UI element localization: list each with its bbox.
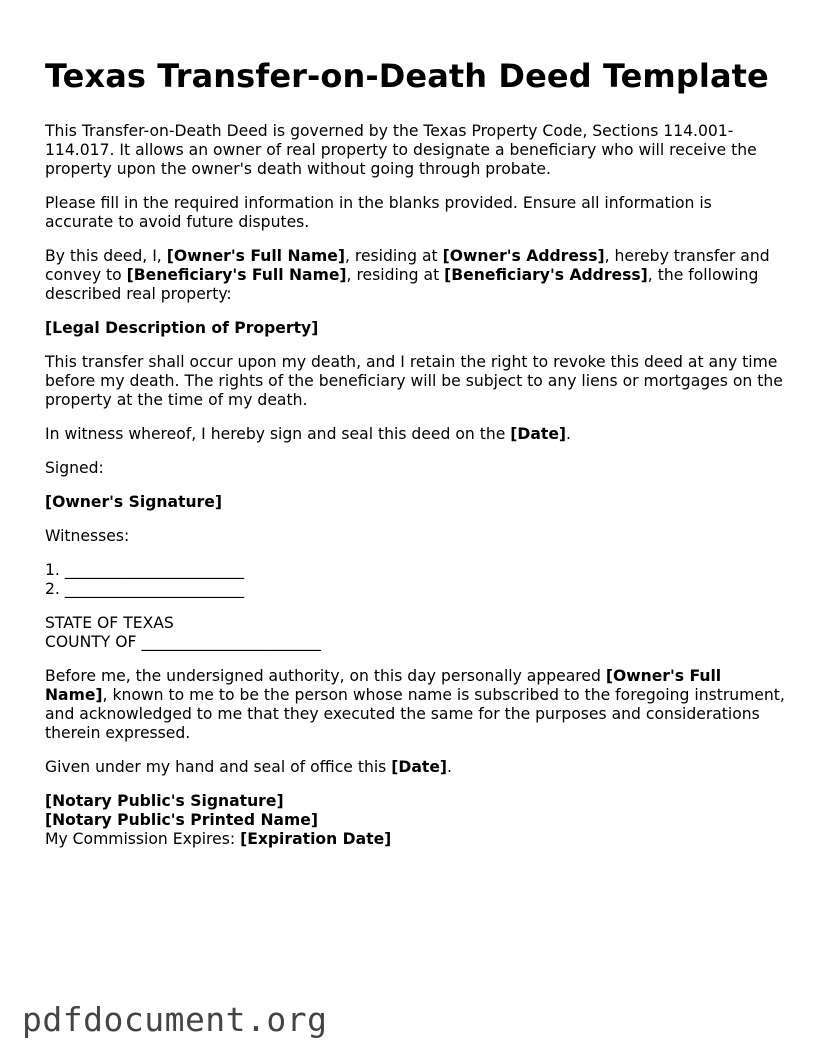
legal-description-field: [Legal Description of Property] xyxy=(45,319,319,337)
revocation-paragraph: This transfer shall occur upon my death, and I retain the right to revoke this deed at any time before my death. The rights of the beneficiary will be subject to any liens or mortgages on the property at the time of my death. xyxy=(45,353,783,409)
owner-signature-field: [Owner's Signature] xyxy=(45,493,222,511)
owner-signature-paragraph xyxy=(45,493,785,512)
watermark: pdfdocument.org xyxy=(22,1000,328,1039)
instructions-paragraph: Please fill in the required information in the blanks provided. Ensure all information is accurate to avoid future disputes. xyxy=(45,194,712,231)
beneficiary-name-field: [Beneficiary's Full Name] xyxy=(126,266,347,284)
notary-printed-name-field: [Notary Public's Printed Name] xyxy=(45,811,318,829)
witness-clause-text-2: . xyxy=(566,425,572,443)
owner-name-field: [Owner's Full Name] xyxy=(166,247,345,265)
venue-block xyxy=(45,614,785,652)
given-clause-paragraph xyxy=(45,758,785,777)
witness-clause-paragraph xyxy=(45,425,785,444)
witness-clause-text-1: In witness whereof, I hereby sign and seal this deed on the xyxy=(45,425,511,443)
expiration-date-field: [Expiration Date] xyxy=(240,830,392,848)
conveyance-paragraph xyxy=(45,247,785,304)
legal-description-paragraph xyxy=(45,319,785,338)
conveyance-text-2: , residing at xyxy=(344,247,443,265)
document-page xyxy=(45,56,785,864)
conveyance-text-1: By this deed, I, xyxy=(45,247,167,265)
signed-label: Signed: xyxy=(45,459,104,477)
notary-block xyxy=(45,792,785,849)
notary-date-field: [Date] xyxy=(391,758,448,776)
notary-signature-field: [Notary Public's Signature] xyxy=(45,792,284,810)
state-line: STATE OF TEXAS xyxy=(45,614,174,632)
witness-line-1: 1. _______________________ xyxy=(45,561,245,579)
given-clause-text-1: Given under my hand and seal of office this xyxy=(45,758,392,776)
owner-address-field: [Owner's Address] xyxy=(442,247,605,265)
notary-ack-text-2: , known to me to be the person whose name is subscribed to the foregoing instrument, and acknowledged to me that they executed the same for the purposes and considerations therein expressed. xyxy=(45,686,785,742)
commission-label: My Commission Expires: xyxy=(45,830,241,848)
beneficiary-address-field: [Beneficiary's Address] xyxy=(444,266,648,284)
conveyance-text-3: , hereby transfer and convey to xyxy=(45,247,770,284)
conveyance-text-4: , residing at xyxy=(346,266,445,284)
witness-line-2: 2. _______________________ xyxy=(45,580,245,598)
document-title: Texas Transfer-on-Death Deed Template xyxy=(45,57,769,95)
witnesses-label: Witnesses: xyxy=(45,527,130,545)
notary-ack-text-1: Before me, the undersigned authority, on this day personally appeared xyxy=(45,667,606,685)
notary-owner-name-field: [Owner's Full Name] xyxy=(45,667,722,704)
intro-paragraph: This Transfer-on-Death Deed is governed by the Texas Property Code, Sections 114.001-114.017. It allows an owner of real property to designate a beneficiary who will receive the property upon the owner's death without going through probate. xyxy=(45,122,757,178)
witness-lines xyxy=(45,561,785,599)
conveyance-text-5: , the following described real property: xyxy=(45,266,759,303)
given-clause-text-2: . xyxy=(447,758,452,776)
county-line: COUNTY OF _______________________ xyxy=(45,633,321,651)
deed-date-field: [Date] xyxy=(510,425,567,443)
notary-acknowledgment-paragraph xyxy=(45,667,785,743)
